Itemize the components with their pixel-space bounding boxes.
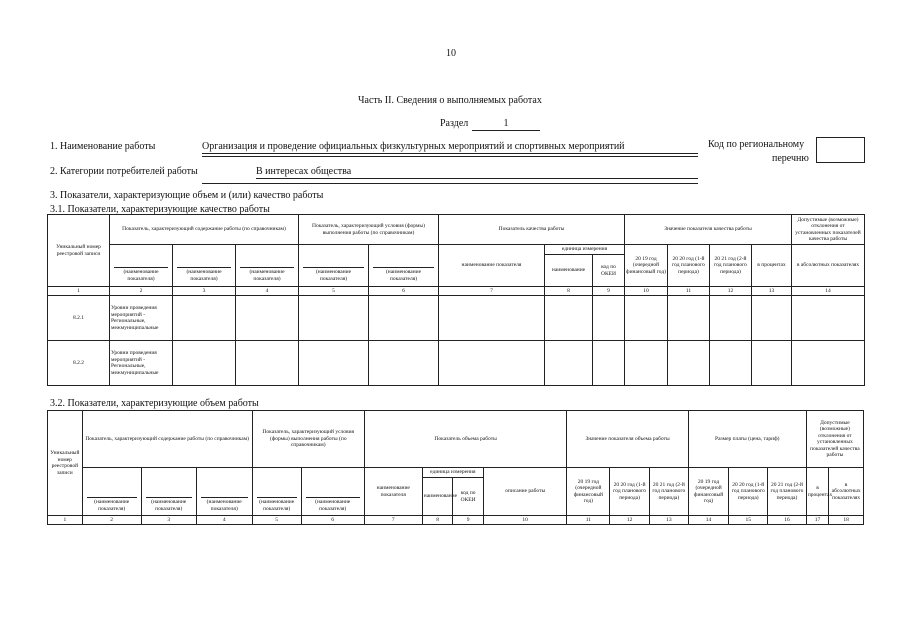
v-hint-6: (наименование показателя): [301, 468, 364, 516]
v-header-price: Размер платы (цена, тариф): [688, 411, 806, 468]
q-row-content: Уровни проведения мероприятий - Региональные, межмуниципальные: [110, 341, 173, 386]
q-header-content: Показатель, характеризующий содержание работы (по справочникам): [110, 215, 299, 245]
table-row: [48, 341, 865, 386]
v-naim-name: наименование показателя: [364, 468, 422, 516]
q-col-num: 11: [668, 287, 710, 296]
v-hint-4: (наименование показателя): [196, 468, 252, 516]
q-row-content: Уровни проведения мероприятий - Региональные, межмуниципальные: [110, 296, 173, 341]
q-y3: 20 21 год (2-й год планового периода): [710, 245, 752, 287]
v-col-num: 6: [301, 516, 364, 525]
v-header-volume: Показатель объема работы: [364, 411, 567, 468]
q-col-num: 4: [236, 287, 299, 296]
v-absolute: в абсолютных показателях: [829, 468, 864, 516]
field1-value: Организация и проведение официальных физкультурных мероприятий и спортивных мероприятий: [202, 141, 698, 154]
v-y3: 20 21 год (2-й год планового периода): [649, 468, 688, 516]
q-hint-5: (наименование показателя): [299, 245, 369, 287]
q-col-num: 2: [110, 287, 173, 296]
q-absolute: в абсолютных показателях: [792, 245, 865, 287]
v-hint-2: (наименование показателя): [82, 468, 141, 516]
q-col-num: 9: [593, 287, 625, 296]
v-y2: 20 20 год (1-й год планового периода): [610, 468, 650, 516]
q-row-id: 8.2.2: [48, 341, 110, 386]
q-hint-2: (наименование показателя): [110, 245, 173, 287]
field1-label: 1. Наименование работы: [50, 141, 156, 152]
q-header-values: Значение показателя качества работы: [625, 215, 792, 245]
q-naim-name: наименование показателя: [439, 245, 545, 287]
v-col-num: 14: [688, 516, 729, 525]
v-col-num: 10: [483, 516, 567, 525]
field2-label: 2. Категории потребителей работы: [50, 166, 198, 177]
regional-code-box: [816, 137, 865, 163]
v-col-num: 5: [252, 516, 301, 525]
v-price-y3: 20 21 год (2-й год планового периода): [768, 468, 807, 516]
v-hint-5: (наименование показателя): [252, 468, 301, 516]
v-col-num: 11: [567, 516, 610, 525]
v-col-num: 8: [422, 516, 453, 525]
q-unit-name: наименование: [545, 255, 593, 287]
v-col-num: 7: [364, 516, 422, 525]
regional-code-label-1: Код по региональному: [708, 139, 805, 150]
section-label: Раздел: [440, 118, 469, 129]
q-okei: код по ОКЕИ: [593, 255, 625, 287]
v-hint-3: (наименование показателя): [141, 468, 196, 516]
v-col-num: 15: [729, 516, 768, 525]
v-price-y2: 20 20 год (1-й год планового периода): [729, 468, 768, 516]
q-row-id: 8.2.1: [48, 296, 110, 341]
v-col-num: 13: [649, 516, 688, 525]
v-desc: описание работы: [483, 468, 567, 516]
q-y1: 20 19 год (очередной финансовый год): [625, 245, 668, 287]
q-percent: в процентах: [752, 245, 792, 287]
field2-value: В интересах общества: [256, 166, 698, 179]
v-col-num: 17: [806, 516, 828, 525]
volume-title: 3.2. Показатели, характеризующие объем работы: [50, 398, 259, 409]
quality-title: 3.1. Показатели, характеризующие качество работы: [50, 204, 270, 215]
v-header-values: Значение показателя объема работы: [567, 411, 688, 468]
q-col-num: 10: [625, 287, 668, 296]
q-hint-4: (наименование показателя): [236, 245, 299, 287]
v-col-num: 3: [141, 516, 196, 525]
q-col-num: 8: [545, 287, 593, 296]
q-unit: единица измерения: [545, 245, 625, 255]
field3-label: 3. Показатели, характеризующие объем и (или) качество работы: [50, 190, 324, 201]
quality-table: [47, 214, 865, 386]
v-col-num: 16: [768, 516, 807, 525]
v-okei: код по ОКЕИ: [453, 478, 484, 516]
v-header-unique: Уникальный номер реестровой записи: [48, 411, 83, 516]
q-col-numbers: [48, 287, 865, 296]
v-y1: 20 19 год (очередной финансовый год): [567, 468, 610, 516]
q-header-allowed: Допустимые (возможные) отклонения от установленных показателей качества работы: [792, 215, 865, 245]
q-y2: 20 20 год (1-й год планового периода): [668, 245, 710, 287]
page-number: 10: [446, 48, 456, 59]
v-col-numbers: [48, 516, 864, 525]
v-col-num: 9: [453, 516, 484, 525]
q-col-num: 13: [752, 287, 792, 296]
q-col-num: 12: [710, 287, 752, 296]
q-col-num: 14: [792, 287, 865, 296]
v-col-num: 2: [82, 516, 141, 525]
regional-code-label-2: перечню: [772, 153, 809, 164]
section-value: 1: [472, 118, 540, 131]
v-percent: в процентах: [806, 468, 828, 516]
q-header-unique: Уникальный номер реестровой записи: [48, 215, 110, 287]
q-hint-3: (наименование показателя): [173, 245, 236, 287]
q-col-num: 7: [439, 287, 545, 296]
v-header-allowed: Допустимые (возможные) отклонения от установленных показателей качества работы: [806, 411, 863, 468]
q-col-num: 6: [369, 287, 439, 296]
table-row: [48, 296, 865, 341]
v-col-num: 4: [196, 516, 252, 525]
part-title: Часть II. Сведения о выполняемых работах: [358, 95, 542, 106]
q-header-quality: Показатель качества работы: [439, 215, 625, 245]
v-unit: единица измерения: [422, 468, 483, 478]
v-header-content: Показатель, характеризующий содержание работы (по справочникам): [82, 411, 252, 468]
v-header-conditions: Показатель, характеризующий условия (формы) выполнения работы (по справочникам): [252, 411, 364, 468]
q-col-num: 3: [173, 287, 236, 296]
v-unit-name: наименование: [422, 478, 453, 516]
q-header-conditions: Показатель, характеризующий условия (формы) выполнения работы (по справочникам): [299, 215, 439, 245]
q-col-num: 1: [48, 287, 110, 296]
v-col-num: 18: [829, 516, 864, 525]
volume-table: [47, 410, 864, 525]
v-col-num: 12: [610, 516, 650, 525]
v-col-num: 1: [48, 516, 83, 525]
q-col-num: 5: [299, 287, 369, 296]
q-hint-6: (наименование показателя): [369, 245, 439, 287]
v-price-y1: 20 19 год (очередной финансовый год): [688, 468, 729, 516]
